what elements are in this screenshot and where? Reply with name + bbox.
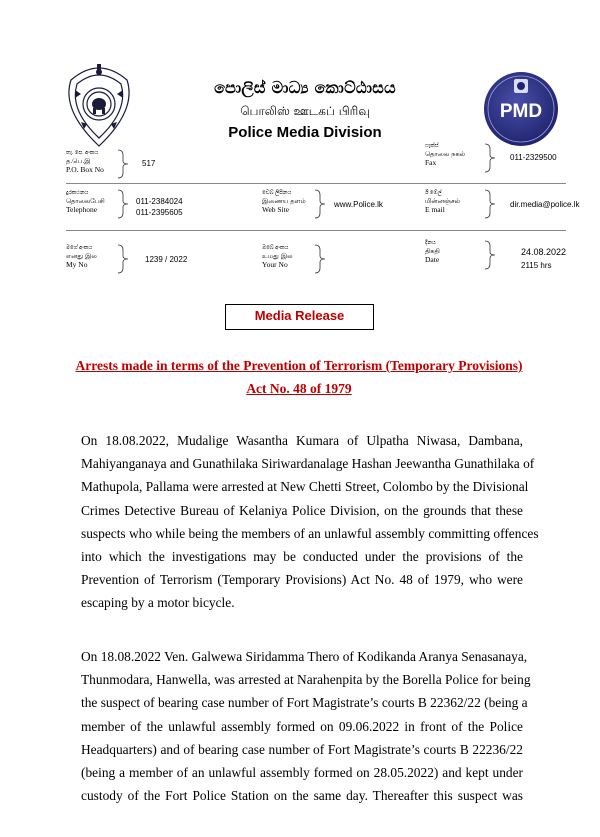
paragraph-line: suspects who while being the members of an unlawful assembly committing offences [81, 525, 539, 541]
brace-icon [116, 189, 130, 219]
brace-icon [116, 244, 130, 274]
my-no-label: මගේ අංකය எனது இல My No [66, 245, 97, 269]
date-value: 24.08.2022 [521, 247, 567, 257]
paragraph-line: into which the investigations may be conducted under the provisions of the [81, 549, 523, 565]
brace-icon [313, 189, 327, 219]
brace-icon [483, 189, 497, 219]
paragraph-line: (being a member of an unlawful assembly formed on 28.05.2022) and kept under [81, 765, 523, 781]
website-value[interactable]: www.Police.lk [334, 200, 383, 209]
your-no-label: ඔබේ අංකය உமது இல Your No [262, 245, 293, 269]
paragraph-line: Mahiyanganaya and Gunathilaka Siriwardanalage Hashan Jeewantha Gunathilaka of [81, 456, 535, 472]
brace-icon [483, 143, 497, 173]
paragraph-line: On 18.08.2022 Ven. Galwewa Siridamma Thero of Kodikanda Aranya Senasanaya, [81, 649, 528, 664]
fax-value: 011-2329500 [510, 153, 557, 162]
email-label: ඊ මේල් மின்னஞ்சல் E mail [425, 190, 460, 214]
telephone-value-1: 011-2384024 [136, 197, 183, 206]
time-value: 2115 hrs [521, 261, 552, 270]
paragraph-line: Thunmodara, Hanwella, was arrested at Narahenpita by the Borella Police for being [81, 672, 531, 688]
paragraph-line: On 18.08.2022, Mudalige Wasantha Kumara of Ulpatha Niwasa, Dambana, [81, 433, 523, 448]
paragraph-line: member of the unlawful assembly formed on 09.06.2022 in front of the Police [81, 718, 523, 734]
po-box-value: 517 [142, 159, 156, 168]
paragraph-line: the suspect of bearing case number of Fort Magistrate’s courts B 22362/22 (being a [81, 695, 528, 711]
fax-label: ෆැක්ස් தொலை நகல் Fax [425, 143, 466, 167]
po-box-label: තැ. පෙ. අංකය த.பெ.இ P.O. Box No [66, 150, 104, 174]
pmd-logo-text: PMD [499, 101, 543, 122]
police-emblem-icon [61, 60, 137, 150]
telephone-label: දුරකථනය தொலைபேசி Telephone [66, 190, 105, 214]
paragraph-2 [81, 645, 531, 807]
title-tamil: பொலிஸ் ஊடகப் பிரிவு [240, 104, 370, 118]
media-release-label: Media Release [254, 308, 345, 323]
headline-line-1: Arrests made in terms of the Prevention of Terrorism (Temporary Provisions) [75, 358, 523, 373]
paragraph-line: custody of the Fort Police Station on the same day. Thereafter this suspect was [81, 788, 523, 804]
divider [66, 230, 566, 231]
brace-icon [483, 240, 497, 270]
paragraph-line: escaping by a motor bicycle. [81, 595, 235, 611]
pmd-logo-icon [482, 70, 560, 148]
my-no-value: 1239 / 2022 [145, 255, 188, 264]
brace-icon [116, 149, 130, 179]
headline-line-2: Act No. 48 of 1979 [246, 381, 352, 396]
brace-icon [313, 244, 327, 274]
paragraph-1 [81, 429, 539, 615]
paragraph-line: Prevention of Terrorism (Temporary Provisions) Act No. 48 of 1979, who were [81, 572, 523, 588]
telephone-value-2: 011-2395605 [136, 208, 183, 217]
paragraph-line: Crimes Detective Bureau of Kelaniya Police Division, on the grounds that these [81, 502, 523, 518]
divider [66, 183, 566, 184]
paragraph-line: Mathupola, Pallama were arrested at New Chetti Street, Colombo by the Divisional [81, 479, 529, 495]
paragraph-line: Headquarters) and of bearing case number of Fort Magistrate’s courts B 22236/22 [81, 741, 523, 757]
title-sinhala: පොලිස් මාධ්‍ය කොට්ඨාසය [214, 78, 396, 97]
title-english: Police Media Division [228, 124, 382, 141]
email-value[interactable]: dir.media@police.lk [510, 200, 580, 209]
date-label: දිනය திகதி Date [425, 240, 440, 264]
website-label: වෙබ් ලිපිනය இணைய தளம் Web Site [262, 190, 306, 214]
